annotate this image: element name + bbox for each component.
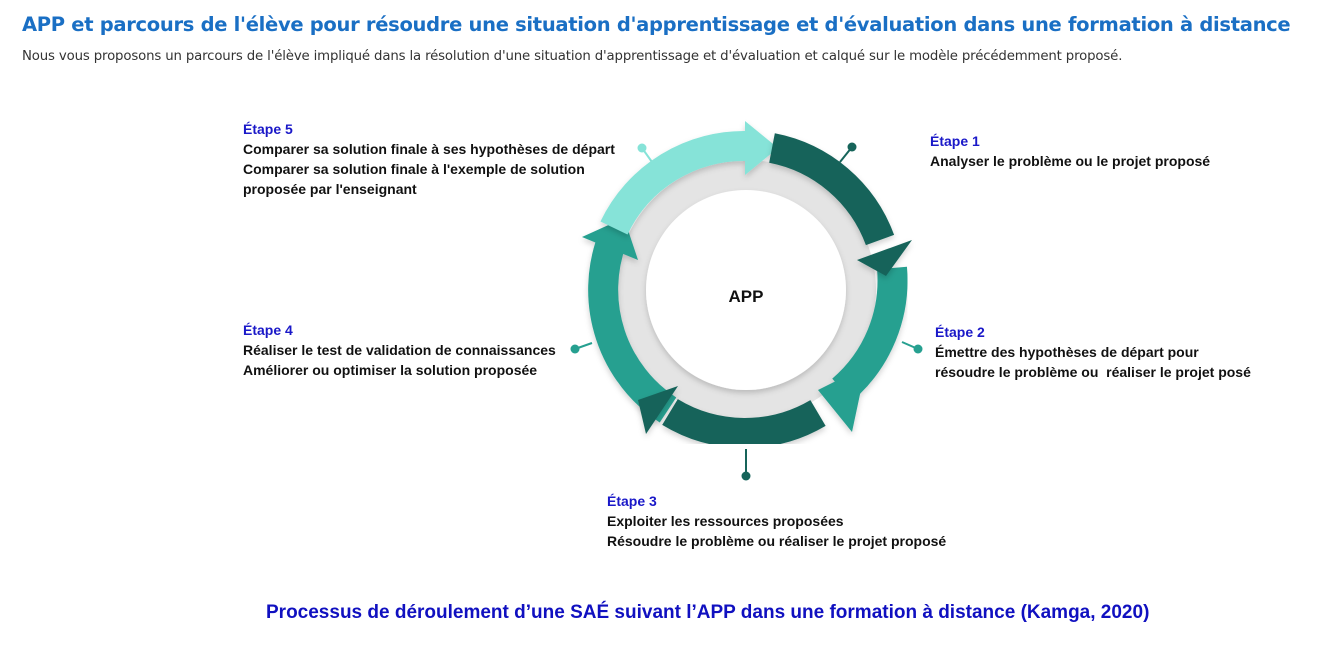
step-5-label: Étape 5 [243,121,293,137]
step-3-text-2: Résoudre le problème ou réaliser le projet proposé [607,533,947,549]
connector-step-2 [902,342,923,354]
step-5-text-2: Comparer sa solution finale à l'exemple de solution [243,161,585,177]
step-3 [607,491,946,551]
figure-caption: Processus de déroulement d’une SAÉ suivant l’APP dans une formation à distance (Kamga, 2020) [266,602,1150,623]
step-3-text-1: Exploiter les ressources proposées [607,513,844,529]
center-label: APP [728,287,764,306]
step-2-text-2: résoudre le problème ou réaliser le projet posé [935,364,1251,380]
step-3-label: Étape 3 [607,493,657,509]
step-1-label: Étape 1 [930,133,980,149]
step-4-label: Étape 4 [243,322,293,338]
step-5 [243,119,615,199]
connector-step-1 [840,143,857,163]
step-2-label: Étape 2 [935,324,985,340]
step-4-text-1: Réaliser le test de validation de connaissances [243,342,556,358]
step-2-text-1: Émettre des hypothèses de départ pour [935,344,1199,360]
page-intro: Nous vous proposons un parcours de l'élève impliqué dans la résolution d'une situation d'apprentissage et d'évaluation et calqué sur le modèle précédemment proposé. [22,49,1123,64]
step-1 [930,131,1210,171]
step-4 [243,320,556,380]
step-5-text-1: Comparer sa solution finale à ses hypothèses de départ [243,141,615,157]
step-1-text: Analyser le problème ou le projet proposé [930,153,1211,169]
step-4-text-2: Améliorer ou optimiser la solution proposée [243,362,538,378]
connector-step-4 [571,343,593,354]
step-2 [935,322,1251,382]
connector-step-5 [638,144,653,163]
page-title: APP et parcours de l'élève pour résoudre une situation d'apprentissage et d'évaluation dans une formation à distance [22,13,1291,36]
connector-step-3 [742,449,751,481]
step-5-text-3: proposée par l'enseignant [243,181,417,197]
